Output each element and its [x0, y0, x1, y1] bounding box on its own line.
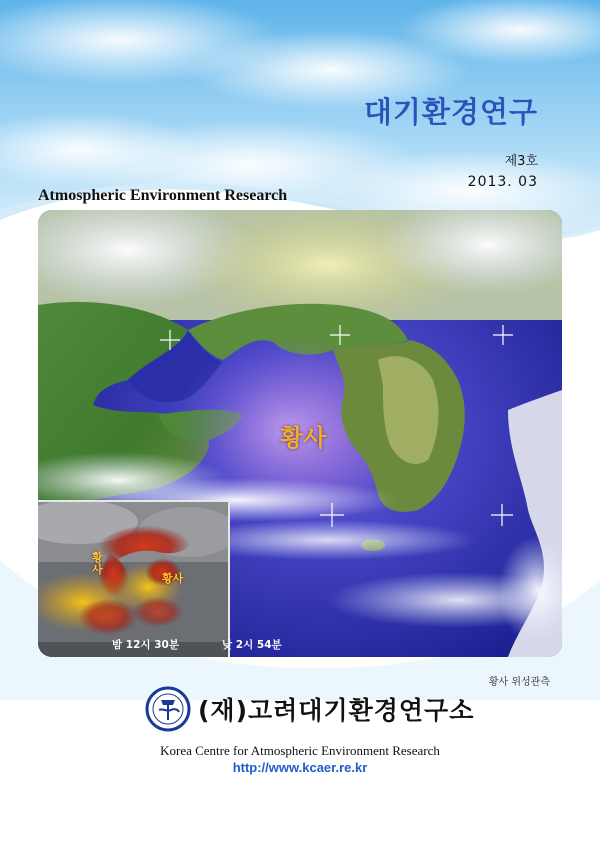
satellite-image — [38, 210, 562, 657]
journal-title: 대기환경연구 — [363, 95, 538, 129]
image-caption: 황사 위성관측 — [488, 677, 550, 688]
publisher-name-english: Korea Centre for Atmospheric Environment Research — [160, 743, 440, 758]
inset-satellite-image — [38, 500, 230, 657]
inset-dust-label-1: 황사 — [92, 551, 103, 576]
english-title: Atmospheric Environment Research — [38, 187, 288, 204]
publisher-name-korean: (재)고려대기환경연구소 — [198, 696, 475, 725]
inset-map — [38, 502, 228, 657]
inset-time-left: 밤 12시 30분 — [112, 639, 179, 651]
issue-number: 제3호 — [504, 154, 538, 169]
issue-date: 2013. 03 — [467, 174, 538, 190]
inset-time-right: 낮 2시 54분 — [222, 639, 282, 651]
publisher-url-link[interactable]: http://www.kcaer.re.kr — [232, 760, 368, 775]
institute-logo-icon — [145, 686, 191, 732]
inset-dust-label-2: 황사 — [162, 572, 184, 585]
dust-main-label: 황사 — [280, 424, 327, 452]
